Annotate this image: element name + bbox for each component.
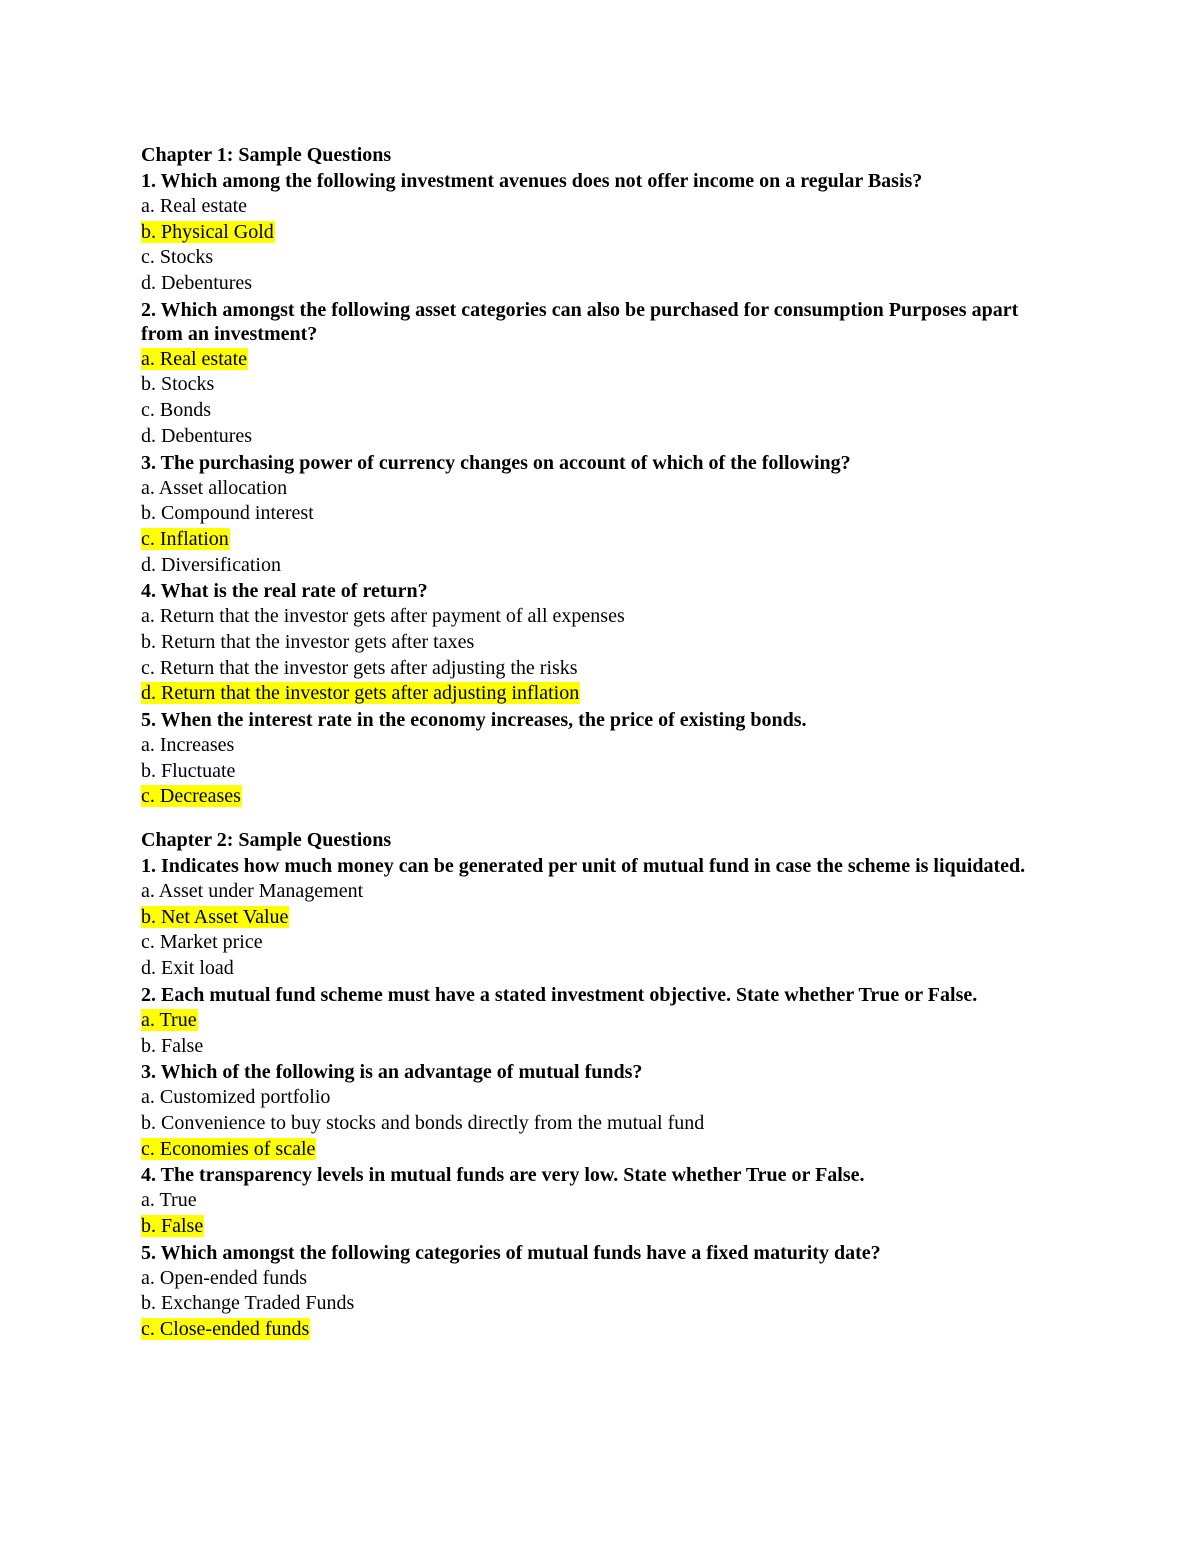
- answer-option-correct: [141, 681, 1061, 707]
- answer-option-correct: [141, 1214, 1061, 1240]
- answer-option-text: c. Inflation: [141, 527, 229, 550]
- answer-option-text: d. Return that the investor gets after adjusting inflation: [141, 682, 580, 705]
- chapter-2-question-1: [141, 854, 1061, 982]
- chapter-1-question-4: [141, 579, 1061, 707]
- answer-option-correct: [141, 1317, 1061, 1343]
- question-text: 1. Indicates how much money can be generated per unit of mutual fund in case the scheme is liquidated.: [141, 855, 1026, 878]
- chapter-1-section: [141, 142, 1061, 810]
- answer-option-text: b. Compound interest: [141, 502, 314, 525]
- question-text: 5. Which amongst the following categories of mutual funds have a fixed maturity date?: [141, 1241, 881, 1264]
- answer-option-text: c. Stocks: [141, 246, 214, 269]
- answer-option-text: a. Asset under Management: [141, 880, 364, 903]
- chapter-title: Chapter 2: Sample Questions: [141, 829, 392, 852]
- option-list: [141, 347, 1061, 450]
- answer-option-text: d. Debentures: [141, 424, 253, 447]
- option-list: [141, 476, 1061, 579]
- answer-option: [141, 1111, 1061, 1137]
- option-list: [141, 733, 1061, 810]
- answer-option-correct: [141, 220, 1061, 246]
- question-text: 2. Each mutual fund scheme must have a stated investment objective. State whether True or False.: [141, 983, 978, 1006]
- answer-option: [141, 245, 1061, 271]
- question-text: 1. Which among the following investment avenues does not offer income on a regular Basis?: [141, 170, 923, 192]
- answer-option-text: a. Real estate: [141, 347, 248, 370]
- answer-option: [141, 194, 1061, 220]
- answer-option: [141, 1291, 1061, 1317]
- answer-option-text: b. Net Asset Value: [141, 905, 289, 928]
- answer-option: [141, 398, 1061, 424]
- document-body: [141, 142, 1061, 1343]
- answer-option-text: c. Market price: [141, 931, 263, 954]
- answer-option: [141, 656, 1061, 682]
- answer-option: [141, 1034, 1061, 1060]
- answer-option-text: a. True: [141, 1189, 197, 1212]
- chapter-2-question-5: [141, 1241, 1061, 1343]
- answer-option: [141, 424, 1061, 450]
- answer-option-text: b. Exchange Traded Funds: [141, 1292, 355, 1315]
- question-list: [141, 169, 1061, 810]
- answer-option-text: a. Asset allocation: [141, 476, 288, 499]
- answer-option: [141, 930, 1061, 956]
- answer-option-text: d. Exit load: [141, 957, 234, 980]
- chapter-1-question-2: [141, 298, 1061, 450]
- answer-option-text: a. Real estate: [141, 195, 248, 217]
- question-text: 3. Which of the following is an advantage of mutual funds?: [141, 1061, 643, 1084]
- answer-option: [141, 1266, 1061, 1292]
- answer-option-text: a. Customized portfolio: [141, 1086, 331, 1109]
- answer-option: [141, 630, 1061, 656]
- option-list: [141, 1188, 1061, 1239]
- chapter-1-question-1: [141, 169, 1061, 297]
- question-list: [141, 854, 1061, 1343]
- answer-option-text: d. Debentures: [141, 272, 253, 295]
- option-list: [141, 1008, 1061, 1059]
- answer-option-text: c. Decreases: [141, 785, 241, 808]
- answer-option-correct: [141, 784, 1061, 810]
- answer-option: [141, 759, 1061, 785]
- answer-option-text: c. Close-ended funds: [141, 1318, 310, 1340]
- question-text: 3. The purchasing power of currency changes on account of which of the following?: [141, 451, 851, 474]
- answer-option-text: a. Open-ended funds: [141, 1266, 308, 1289]
- option-list: [141, 879, 1061, 982]
- answer-option: [141, 879, 1061, 905]
- answer-option-text: b. Physical Gold: [141, 220, 274, 243]
- answer-option-correct: [141, 1137, 1061, 1163]
- answer-option-text: c. Return that the investor gets after adjusting the risks: [141, 656, 578, 679]
- answer-option: [141, 956, 1061, 982]
- answer-option-correct: [141, 347, 1061, 373]
- option-list: [141, 1266, 1061, 1343]
- answer-option-correct: [141, 1008, 1061, 1034]
- answer-option-text: d. Diversification: [141, 553, 281, 576]
- question-text: 5. When the interest rate in the economy increases, the price of existing bonds.: [141, 709, 807, 731]
- option-list: [141, 604, 1061, 707]
- answer-option-text: c. Bonds: [141, 399, 211, 422]
- answer-option-text: a. Increases: [141, 734, 235, 756]
- question-text: 2. Which amongst the following asset categories can also be purchased for consumption Purposes apart from an investment?: [141, 298, 1019, 345]
- answer-option-text: b. False: [141, 1034, 204, 1057]
- answer-option-correct: [141, 527, 1061, 553]
- answer-option: [141, 1085, 1061, 1111]
- answer-option: [141, 553, 1061, 579]
- answer-option-text: b. Fluctuate: [141, 759, 236, 782]
- option-list: [141, 194, 1061, 297]
- answer-option: [141, 733, 1061, 759]
- answer-option: [141, 476, 1061, 502]
- answer-option-text: c. Economies of scale: [141, 1137, 316, 1160]
- answer-option-correct: [141, 905, 1061, 931]
- answer-option-text: b. Convenience to buy stocks and bonds directly from the mutual fund: [141, 1111, 705, 1134]
- answer-option-text: b. False: [141, 1214, 204, 1237]
- chapter-1-question-5: [141, 708, 1061, 810]
- answer-option: [141, 271, 1061, 297]
- answer-option: [141, 501, 1061, 527]
- chapter-1-question-3: [141, 451, 1061, 579]
- chapter-2-question-2: [141, 983, 1061, 1059]
- answer-option-text: a. Return that the investor gets after payment of all expenses: [141, 605, 625, 628]
- chapter-2-section: [141, 827, 1061, 1343]
- answer-option-text: b. Return that the investor gets after taxes: [141, 630, 475, 653]
- answer-option-text: b. Stocks: [141, 373, 215, 396]
- answer-option-text: a. True: [141, 1008, 197, 1031]
- chapter-2-question-4: [141, 1163, 1061, 1239]
- answer-option: [141, 1188, 1061, 1214]
- answer-option: [141, 604, 1061, 630]
- chapter-2-question-3: [141, 1060, 1061, 1162]
- answer-option: [141, 372, 1061, 398]
- chapter-title: Chapter 1: Sample Questions: [141, 144, 392, 166]
- question-text: 4. What is the real rate of return?: [141, 580, 428, 603]
- option-list: [141, 1085, 1061, 1162]
- question-text: 4. The transparency levels in mutual funds are very low. State whether True or False.: [141, 1164, 865, 1187]
